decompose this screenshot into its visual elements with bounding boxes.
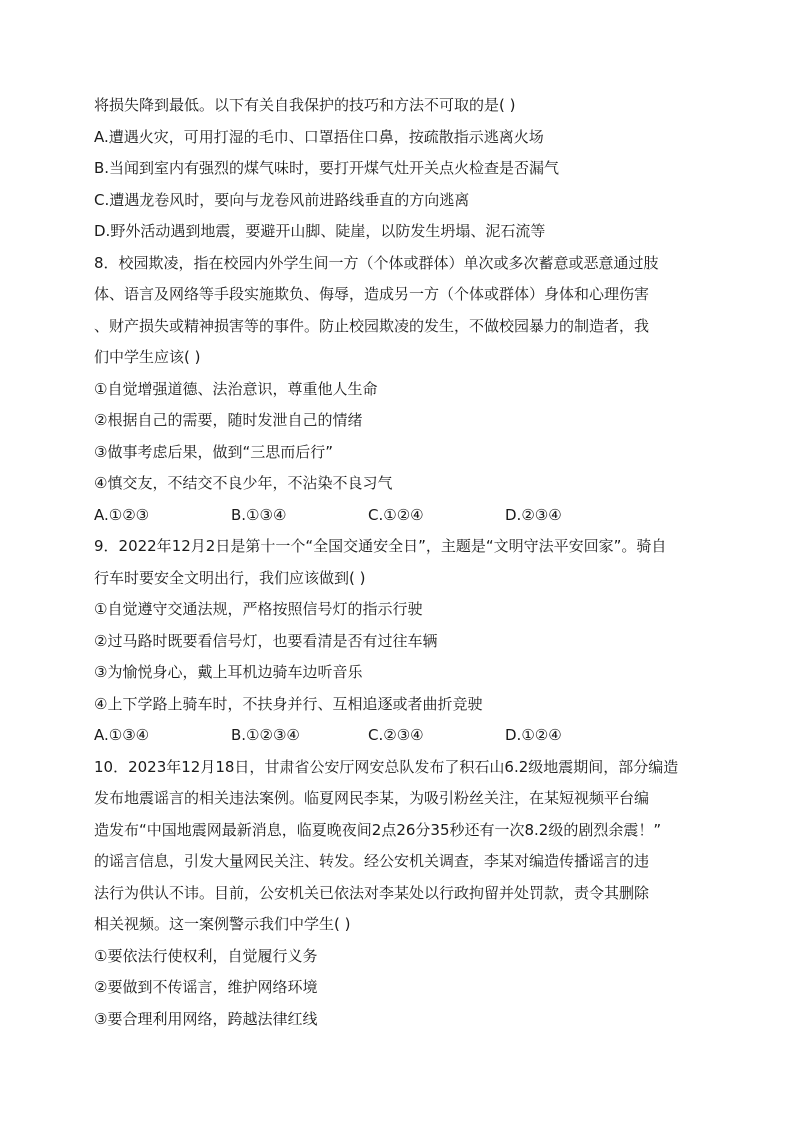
q9-statement-4: ④上下学路上骑车时，不扶身并行、互相追逐或者曲折竞驶 [94, 694, 483, 713]
q9-choice-a: A.①③④ [94, 726, 150, 744]
q8-choices [94, 500, 704, 532]
q10-stem-line-3: 造发布“中国地震网最新消息，临夏晚夜间2点26分35秒还有一次8.2级的剧烈余震！” [94, 820, 662, 839]
q7-option-b: B.当闻到室内有强烈的煤气味时，要打开煤气灶开关点火检查是否漏气 [94, 159, 560, 177]
q8-statement-3: ③做事考虑后果，做到“三思而后行” [94, 442, 333, 461]
exam-page [94, 90, 704, 1035]
q9-choices [94, 720, 704, 752]
q8-statement-2: ②根据自己的需要，随时发泄自己的情绪 [94, 411, 363, 429]
q8-stem-line-3: 、财产损失或精神损害等的事件。防止校园欺凌的发生，不做校园暴力的制造者，我 [94, 316, 650, 335]
q7-option-d: D.野外活动遇到地震，要避开山脚、陡崖，以防发生坍塌、泥石流等 [94, 222, 546, 240]
q9-stem-line-1: 9．2022年12月2日是第十一个“全国交通安全日”，主题是“文明守法平安回家”。骑自 [94, 537, 667, 555]
q8-statement-1: ①自觉增强道德、法治意识，尊重他人生命 [94, 379, 378, 398]
q8-choice-a: A.①②③ [94, 505, 150, 524]
q9-stem-line-2: 行车时要安全文明出行，我们应该做到( ) [94, 568, 366, 587]
q9-statement-1: ①自觉遵守交通法规，严格按照信号灯的指示行驶 [94, 600, 423, 618]
q10-stem-line-6: 相关视频。这一案例警示我们中学生( ) [94, 915, 351, 933]
q10-stem-line-1: 10．2023年12月18日，甘肃省公安厅网安总队发布了积石山6.2级地震期间，部分编造 [94, 757, 679, 776]
q7-stem-tail: 将损失降到最低。以下有关自我保护的技巧和方法不可取的是( ) [94, 96, 516, 114]
q10-stem-line-5: 法行为供认不讳。目前，公安机关已依法对李某处以行政拘留并处罚款，责令其删除 [94, 883, 650, 902]
q9-choice-b: B.①②③④ [231, 726, 300, 744]
q10-statement-3: ③要合理利用网络，跨越法律红线 [94, 1009, 318, 1028]
q8-choice-c: C.①②④ [368, 505, 424, 524]
q8-stem-line-1: 8．校园欺凌，指在校园内外学生间一方（个体或群体）单次或多次蓄意或恶意通过肢 [94, 253, 659, 272]
q9-choice-c: C.②③④ [368, 726, 424, 744]
q9-choice-d: D.①②④ [505, 726, 562, 744]
q10-statement-1: ①要依法行使权利，自觉履行义务 [94, 946, 318, 965]
q10-stem-line-2: 发布地震谣言的相关违法案例。临夏网民李某，为吸引粉丝关注，在某短视频平台编 [94, 789, 650, 807]
q10-stem-line-4: 的谣言信息，引发大量网民关注、转发。经公安机关调查，李某对编造传播谣言的违 [94, 852, 650, 870]
q7-option-a: A.遭遇火灾，可用打湿的毛巾、口罩捂住口鼻，按疏散指示逃离火场 [94, 127, 544, 146]
q9-statement-2: ②过马路时既要看信号灯，也要看清是否有过往车辆 [94, 631, 438, 650]
q9-statement-3: ③为愉悦身心，戴上耳机边骑车边听音乐 [94, 663, 363, 681]
q10-statement-2: ②要做到不传谣言，维护网络环境 [94, 978, 318, 996]
q8-choice-d: D.②③④ [505, 505, 562, 524]
q7-option-c: C.遭遇龙卷风时，要向与龙卷风前进路线垂直的方向逃离 [94, 190, 470, 209]
q8-stem-line-2: 体、语言及网络等手段实施欺负、侮辱，造成另一方（个体或群体）身体和心理伤害 [94, 285, 650, 303]
q8-statement-4: ④慎交友，不结交不良少年，不沾染不良习气 [94, 474, 393, 492]
q8-stem-line-4: 们中学生应该( ) [94, 348, 201, 366]
q8-choice-b: B.①③④ [231, 505, 287, 524]
